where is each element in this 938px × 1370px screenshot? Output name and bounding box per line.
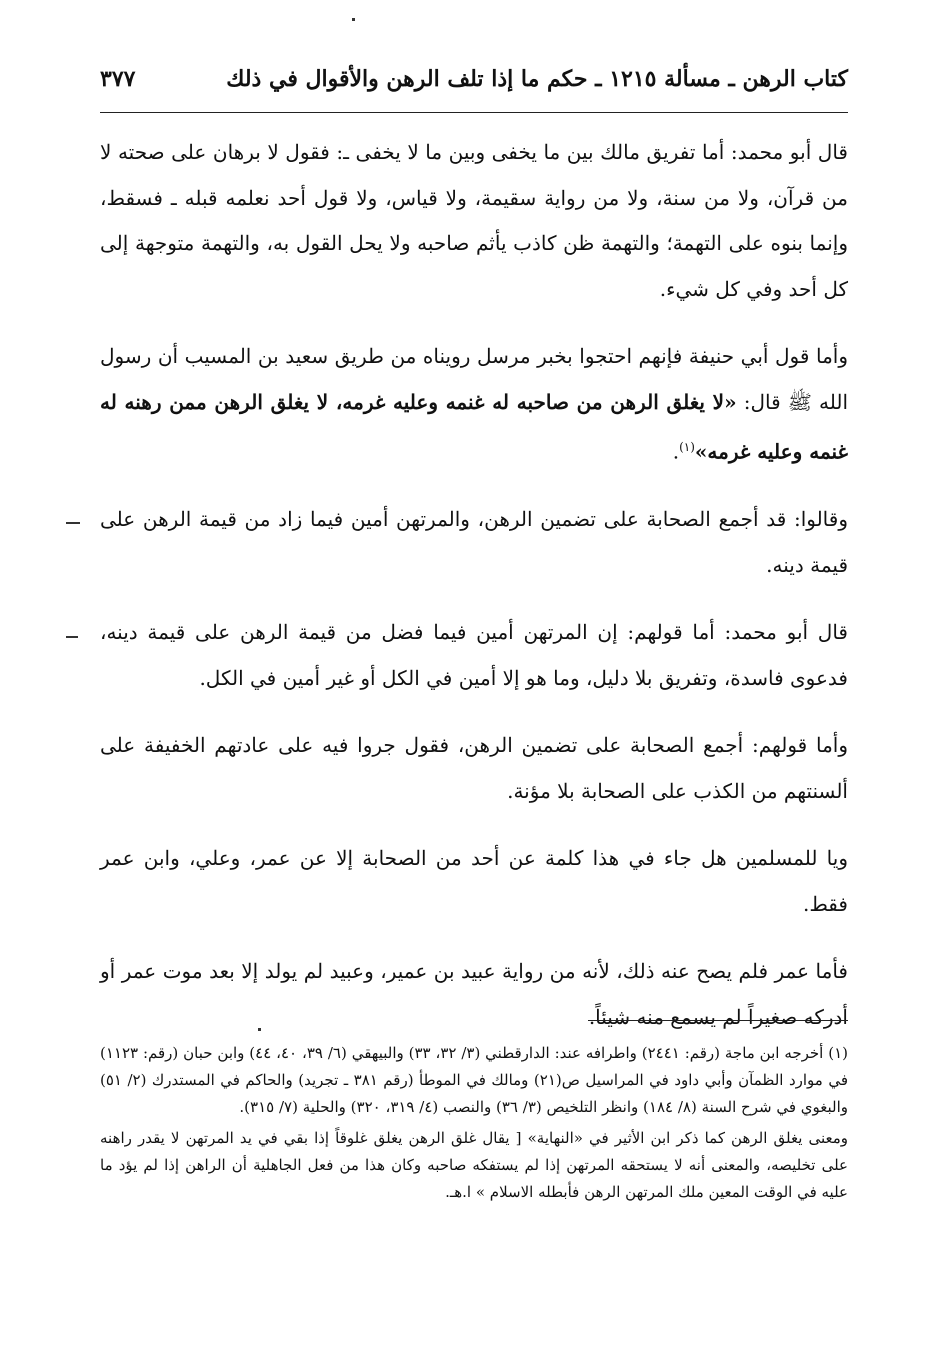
paragraph: قال أبو محمد: أما قولهم: إن المرتهن أمين فيما فضل من قيمة الرهن على قيمة دينه، فدعوى فاسدة، وتفريق بلا دليل، وما هو إلا أمين في الكل أو غير أمين في الكل.	[100, 620, 848, 690]
paragraph: ويا للمسلمين هل جاء في هذا كلمة عن أحد من الصحابة إلا عن عمر، وعلي، وابن عمر فقط.	[100, 846, 848, 916]
running-header	[100, 62, 848, 102]
footnote: ومعنى يغلق الرهن كما ذكر ابن الأثير في «النهاية» [ يقال غلق الرهن يغلق غلوقاً إذا بقي في يد المرتهن لا يقدر راهنه على تخليصه، والمعنى أنه لا يستحقه المرتهن إذا لم يستفكه صاحبه وكان هذا من فعل الجاهلية أن الراهن إذا لم يؤد ما عليه في الوقت المعين ملك المرتهن الرهن فأبطله الاسلام » ا.هـ.	[100, 1129, 848, 1201]
scan-mark	[66, 636, 78, 638]
scan-mark	[352, 18, 355, 21]
hadith-end: .	[672, 439, 680, 464]
hadith-paragraph	[100, 334, 848, 475]
footnote: (١) أخرجه ابن ماجة (رقم: ٢٤٤١) واطرافه عند: الدارقطني (٣/ ٣٢، ٣٣) والبيهقي (٦/ ٣٩، ٤٠، ٤٤) وابن حبان (رقم: ١١٢٣) في موارد الظمآن وأبي داود في المراسيل ص(٢١) ومالك في الموطأ (رقم ٣٨١ ـ تجريد) والحاكم في المستدرك (٢/ ٥١) والبغوي في شرح السنة (٨/ ١٨٤) وانظر التلخيص (٣/ ٣٦) والنصب (٤/ ٣١٩، ٣٢٠) والحلية (٧/ ٣١٥).	[100, 1044, 848, 1116]
scan-mark	[66, 522, 80, 524]
paragraph: قال أبو محمد: أما تفريق مالك بين ما يخفى وبين ما لا يخفى ـ: فقول لا برهان على صحته لا من قرآن، ولا من سنة، ولا من رواية سقيمة، ولا قياس، ولا قول أحد نعلمه قبله ـ فسقط، وإنما بنوه على التهمة؛ والتهمة ظن كاذب يأثم صاحبه ولا يحل القول به، والتهمة متوجهة إلى كل أحد وفي كل شيء.	[100, 140, 848, 301]
page-number: ٣٧٧	[100, 66, 136, 92]
paragraph: وقالوا: قد أجمع الصحابة على تضمين الرهن، والمرتهن أمين فيما زاد من قيمة الرهن على قيمة دينه.	[100, 507, 848, 577]
hadith-quote: «لا يغلق الرهن من صاحبه له غنمه وعليه غرمه، لا يغلق الرهن ممن رهنه له غنمه وعليه غرمه»	[100, 389, 848, 464]
header-title: كتاب الرهن ـ مسألة ١٢١٥ ـ حكم ما إذا تلف الرهن والأقوال في ذلك	[226, 66, 848, 92]
main-text	[100, 130, 848, 1062]
footnote-reference: (١)	[679, 440, 695, 454]
hadith-intro: وأما قول أبي حنيفة فإنهم احتجوا بخبر مرسل رويناه من طريق سعيد بن المسيب أن رسول الله ﷺ قال:	[100, 344, 848, 414]
paragraph: فأما عمر فلم يصح عنه ذلك، لأنه من رواية عبيد بن عمير، وعبيد لم يولد إلا بعد موت عمر أو أدركه صغيراً لم يسمع منه شيئاً.	[100, 959, 848, 1029]
paragraph: وأما قولهم: أجمع الصحابة على تضمين الرهن، فقول جروا فيه على عادتهم الخفيفة على ألسنتهم من الكذب على الصحابة بلا مؤنة.	[100, 733, 848, 803]
header-rule	[100, 112, 848, 113]
footnote-rule	[588, 1020, 848, 1021]
footnotes	[100, 1040, 848, 1210]
